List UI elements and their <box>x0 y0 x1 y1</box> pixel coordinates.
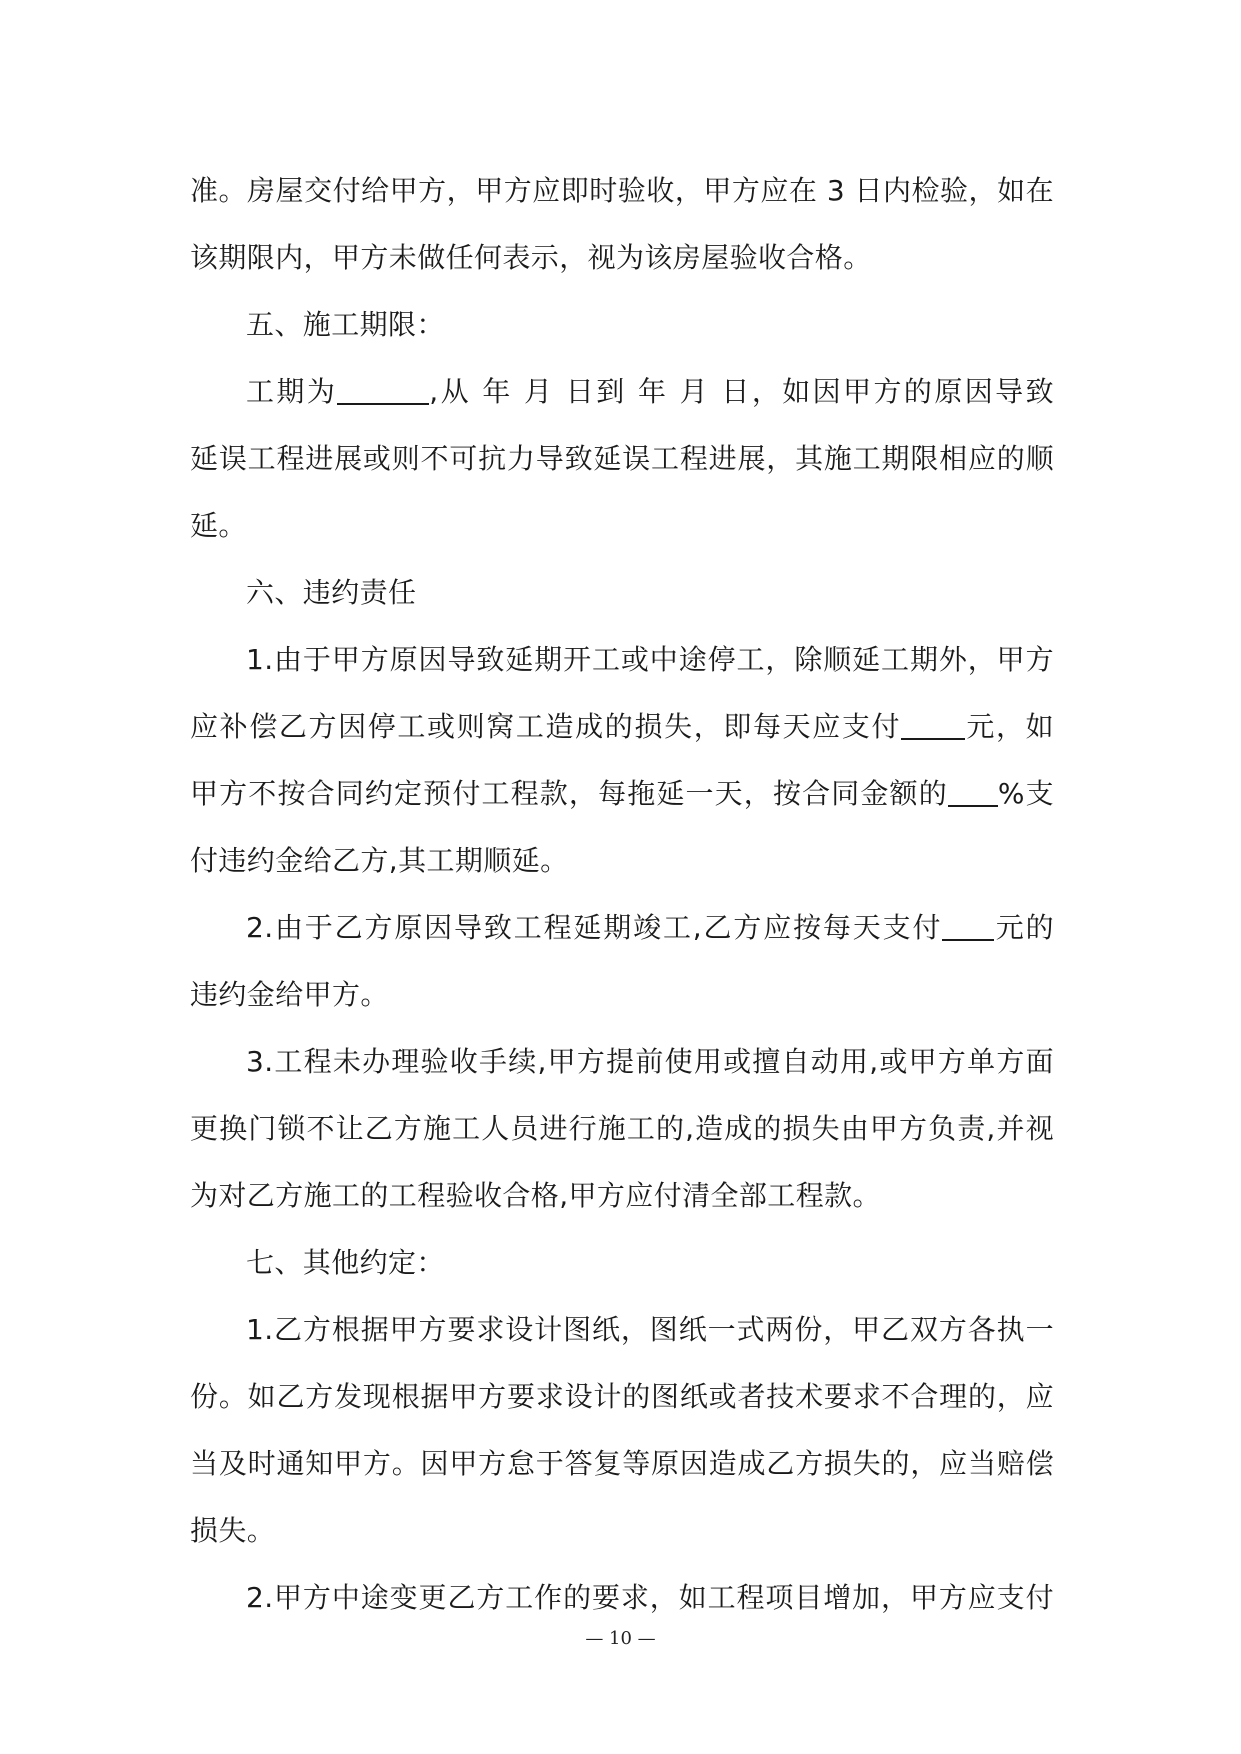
text-line: 1.乙方根据甲方要求设计图纸，图纸一式两份，甲乙双方各执一 <box>246 1313 1054 1346</box>
text-line: 付违约金给乙方,其工期顺延。 <box>190 844 569 877</box>
fill-in-blank <box>948 775 998 807</box>
text-line: 2.甲方中途变更乙方工作的要求，如工程项目增加，甲方应支付 <box>246 1581 1054 1614</box>
document-body <box>190 157 1054 1631</box>
fill-in-blank <box>942 909 994 941</box>
text-line: 准。房屋交付给甲方，甲方应即时验收，甲方应在 3 日内检验，如在 <box>190 174 1054 207</box>
text-line: 应补偿乙方因停工或则窝工造成的损失，即每天应支付 元，如 <box>190 710 1054 743</box>
text-line: 更换门锁不让乙方施工人员进行施工的,造成的损失由甲方负责,并视 <box>190 1112 1054 1145</box>
text-line: 延。 <box>190 509 247 542</box>
text-line: 1.由于甲方原因导致延期开工或中途停工，除顺延工期外，甲方 <box>246 643 1054 676</box>
text-line: 份。如乙方发现根据甲方要求设计的图纸或者技术要求不合理的，应 <box>190 1380 1054 1413</box>
text-line: 3.工程未办理验收手续,甲方提前使用或擅自动用,或甲方单方面 <box>246 1045 1054 1078</box>
section-heading-liability: 六、违约责任 <box>246 576 417 609</box>
text-line: 违约金给甲方。 <box>190 978 389 1011</box>
fill-in-blank <box>337 373 429 405</box>
section-heading-construction-period: 五、施工期限： <box>246 308 445 341</box>
text-line: 延误工程进展或则不可抗力导致延误工程进展，其施工期限相应的顺 <box>190 442 1054 475</box>
text-line: 该期限内，甲方未做任何表示，视为该房屋验收合格。 <box>190 241 872 274</box>
section-heading-other-terms: 七、其他约定： <box>246 1246 445 1279</box>
page-number: — 10 — <box>585 1628 656 1649</box>
text-line: 2.由于乙方原因导致工程延期竣工,乙方应按每天支付 元的 <box>246 911 1054 944</box>
fill-in-blank <box>901 708 965 740</box>
text-line: 损失。 <box>190 1514 276 1547</box>
text-line: 甲方不按合同约定预付工程款，每拖延一天，按合同金额的 %支 <box>190 777 1054 810</box>
text-line: 当及时通知甲方。因甲方怠于答复等原因造成乙方损失的，应当赔偿 <box>190 1447 1054 1480</box>
text-line: 工期为 ,从 年 月 日到 年 月 日，如因甲方的原因导致 <box>246 375 1055 408</box>
text-line: 为对乙方施工的工程验收合格,甲方应付清全部工程款。 <box>190 1179 881 1212</box>
